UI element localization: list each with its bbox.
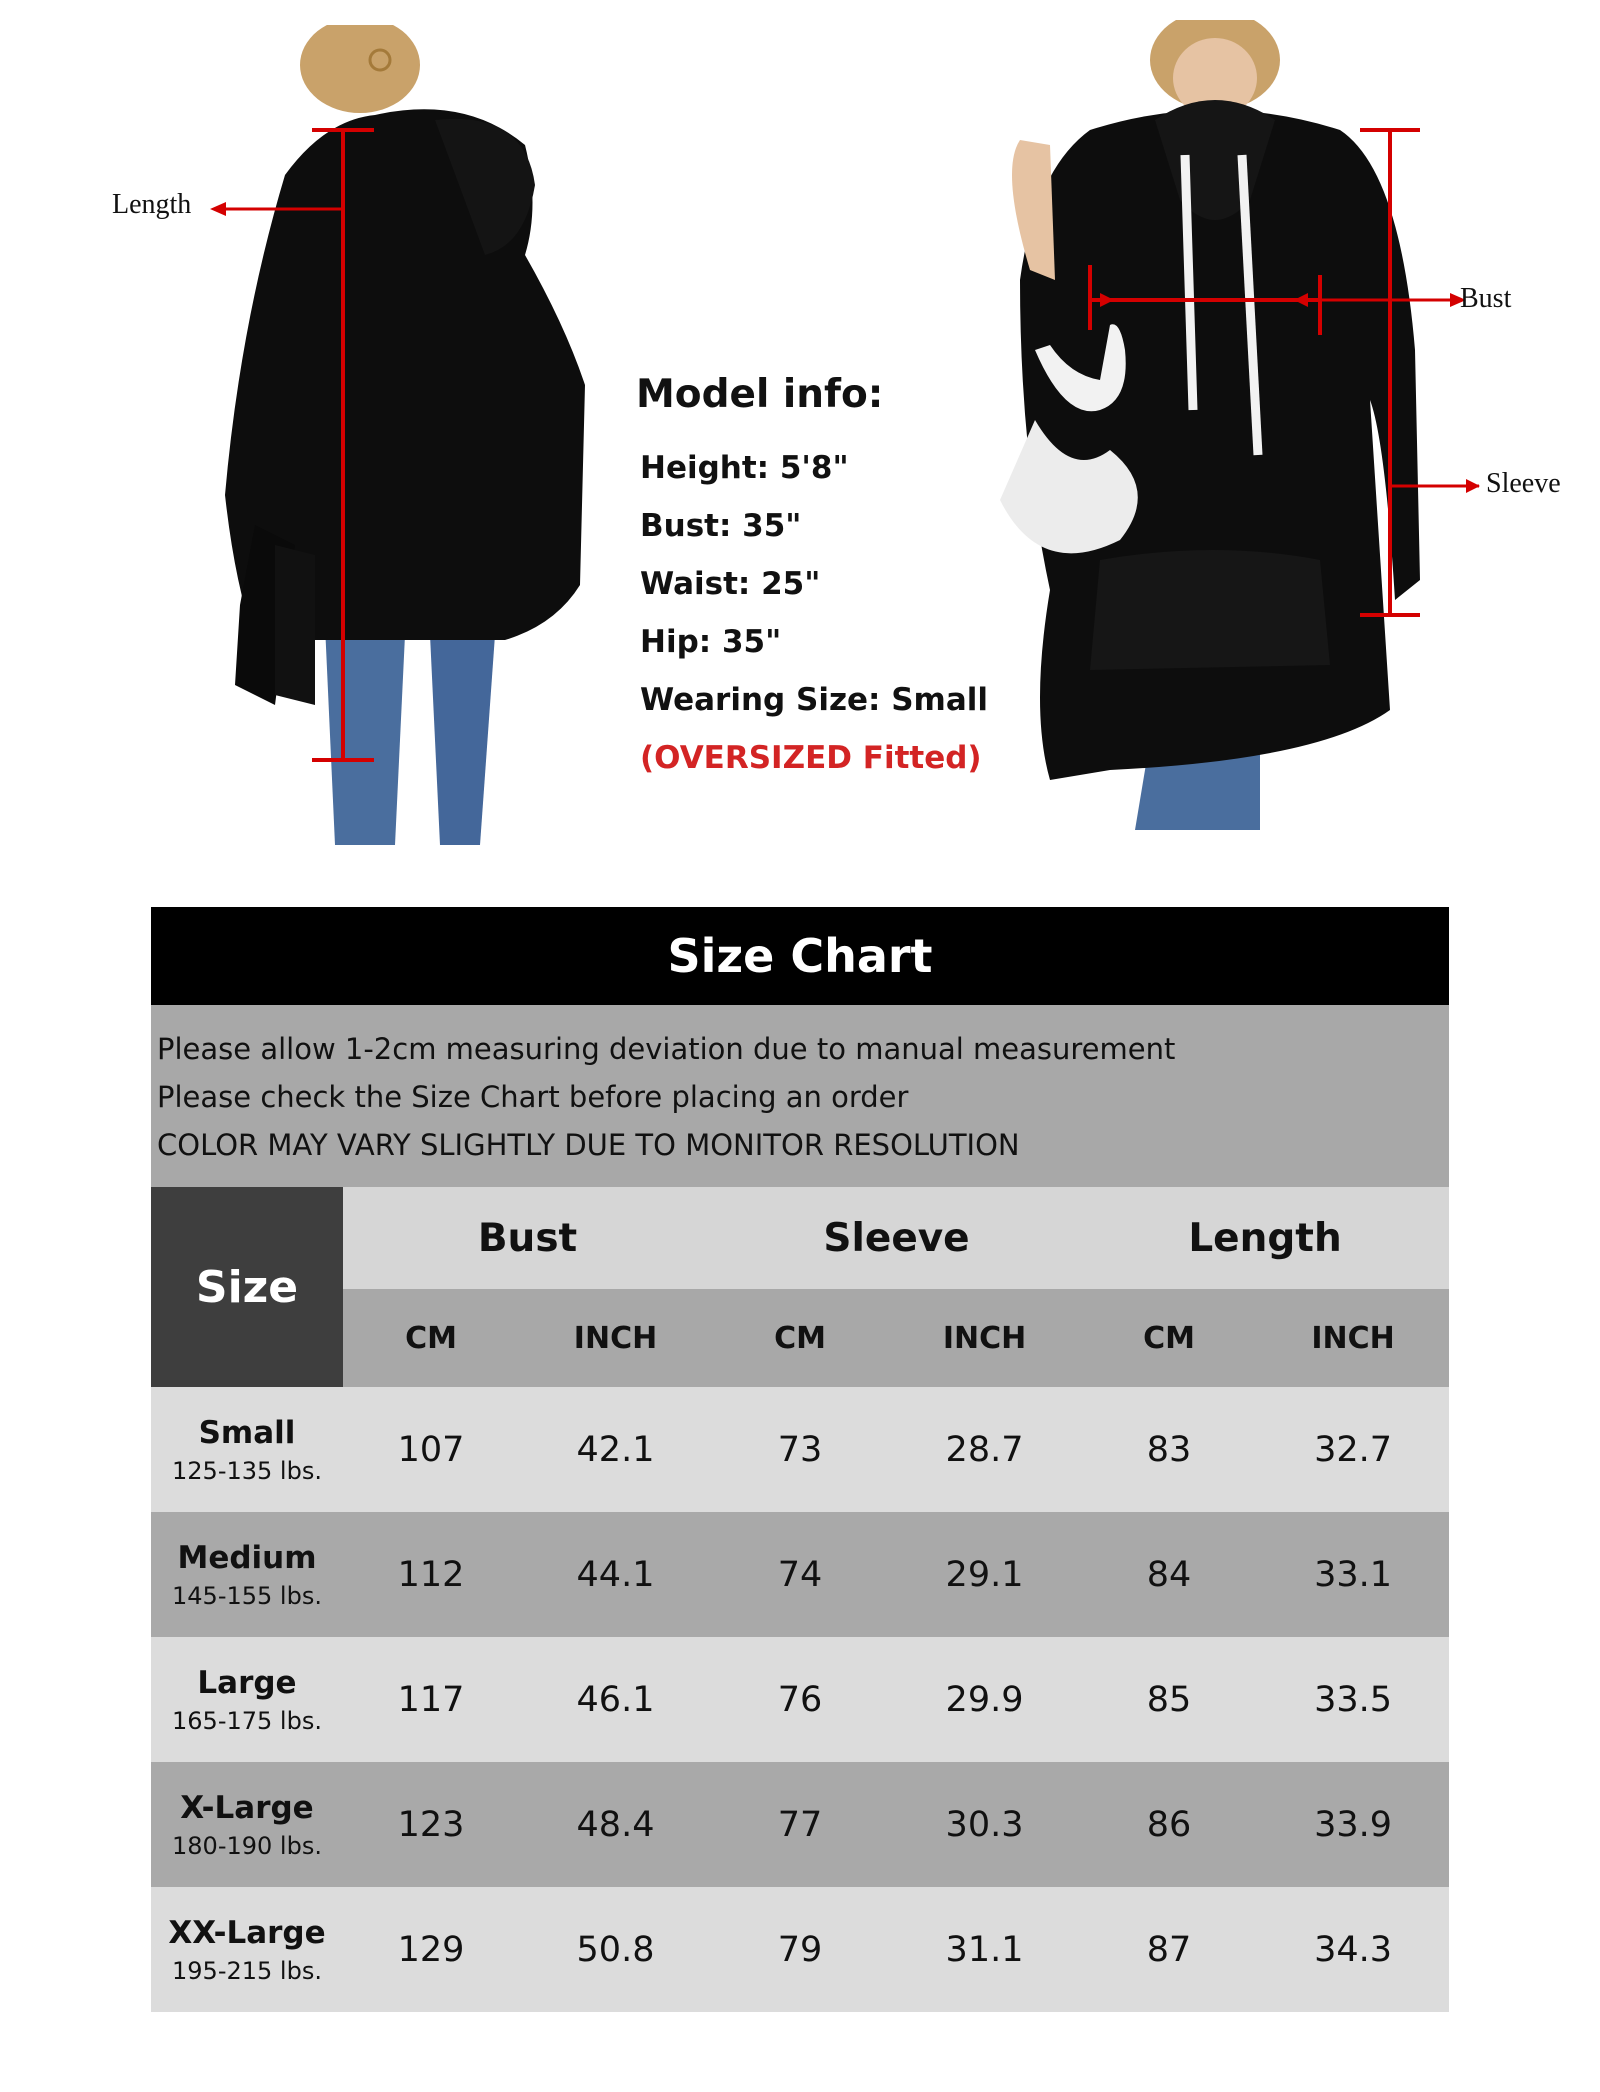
size-name: X-Large <box>180 1789 314 1826</box>
unit-header: INCH <box>1257 1289 1449 1387</box>
measurement-cell: 34.3 <box>1257 1887 1449 2012</box>
size-cell <box>151 1512 343 1637</box>
model-info-title: Model info: <box>636 372 884 417</box>
measurement-cell: 107 <box>343 1387 519 1512</box>
size-weight: 145-155 lbs. <box>172 1581 322 1610</box>
size-name: Small <box>198 1414 296 1451</box>
bust-group-header: Bust <box>343 1187 712 1289</box>
table-row <box>151 1512 1449 1637</box>
measurement-cell: 50.8 <box>519 1887 712 2012</box>
measurement-cell: 87 <box>1081 1887 1257 2012</box>
measurement-cell: 86 <box>1081 1762 1257 1887</box>
table-row <box>151 1387 1449 1512</box>
model-hip: Hip: 35" <box>640 624 782 660</box>
model-waist: Waist: 25" <box>640 566 821 602</box>
size-table <box>151 1187 1449 2012</box>
measurement-cell: 33.9 <box>1257 1762 1449 1887</box>
measurement-cell: 83 <box>1081 1387 1257 1512</box>
measurement-cell: 29.1 <box>888 1512 1081 1637</box>
measurement-cell: 33.1 <box>1257 1512 1449 1637</box>
note-line: Please check the Size Chart before placing an order <box>157 1080 909 1114</box>
table-row <box>151 1762 1449 1887</box>
measurement-cell: 73 <box>712 1387 888 1512</box>
size-chart-notes <box>151 1005 1449 1187</box>
measurement-cell: 30.3 <box>888 1762 1081 1887</box>
measurement-cell: 48.4 <box>519 1762 712 1887</box>
measurement-cell: 31.1 <box>888 1887 1081 2012</box>
size-cell <box>151 1387 343 1512</box>
measurement-cell: 74 <box>712 1512 888 1637</box>
measurement-cell: 84 <box>1081 1512 1257 1637</box>
size-weight: 195-215 lbs. <box>172 1956 322 1985</box>
measurement-cell: 112 <box>343 1512 519 1637</box>
size-name: Large <box>197 1664 297 1701</box>
unit-header: CM <box>712 1289 888 1387</box>
measurement-cell: 79 <box>712 1887 888 2012</box>
size-chart-title: Size Chart <box>151 907 1449 1005</box>
bust-label: Bust <box>1460 283 1512 314</box>
bust-sleeve-measure-lines <box>1080 120 1480 640</box>
note-line: COLOR MAY VARY SLIGHTLY DUE TO MONITOR RESOLUTION <box>157 1128 1020 1162</box>
model-bust: Bust: 35" <box>640 508 802 544</box>
unit-header: INCH <box>519 1289 712 1387</box>
measurement-cell: 85 <box>1081 1637 1257 1762</box>
size-rows <box>151 1387 1449 2012</box>
size-cell <box>151 1637 343 1762</box>
size-column-header: Size <box>151 1187 343 1387</box>
measurement-cell: 76 <box>712 1637 888 1762</box>
length-measure-line <box>200 120 380 770</box>
size-name: Medium <box>177 1539 317 1576</box>
length-group-header: Length <box>1081 1187 1449 1289</box>
model-info <box>636 372 989 787</box>
measurement-cell: 44.1 <box>519 1512 712 1637</box>
size-weight: 165-175 lbs. <box>172 1706 322 1735</box>
table-row <box>151 1637 1449 1762</box>
size-chart <box>151 907 1449 2012</box>
measurement-cell: 123 <box>343 1762 519 1887</box>
measurement-cell: 32.7 <box>1257 1387 1449 1512</box>
model-height: Height: 5'8" <box>640 450 849 486</box>
measurement-cell: 46.1 <box>519 1637 712 1762</box>
measurement-cell: 28.7 <box>888 1387 1081 1512</box>
product-measurement-section <box>0 0 1600 860</box>
measurement-cell: 29.9 <box>888 1637 1081 1762</box>
measurement-cell: 129 <box>343 1887 519 2012</box>
model-fit-note: (OVERSIZED Fitted) <box>640 740 982 776</box>
model-wearing-size: Wearing Size: Small <box>640 682 989 718</box>
sleeve-group-header: Sleeve <box>712 1187 1081 1289</box>
unit-header: CM <box>343 1289 519 1387</box>
size-cell <box>151 1762 343 1887</box>
size-name: XX-Large <box>168 1914 326 1951</box>
sleeve-label: Sleeve <box>1486 468 1561 499</box>
measurement-cell: 117 <box>343 1637 519 1762</box>
measurement-cell: 42.1 <box>519 1387 712 1512</box>
note-line: Please allow 1-2cm measuring deviation due to manual measurement <box>157 1032 1176 1066</box>
unit-header: CM <box>1081 1289 1257 1387</box>
size-cell <box>151 1887 343 2012</box>
measurement-cell: 77 <box>712 1762 888 1887</box>
size-weight: 180-190 lbs. <box>172 1831 322 1860</box>
measurement-cell: 33.5 <box>1257 1637 1449 1762</box>
table-row <box>151 1887 1449 2012</box>
unit-header: INCH <box>888 1289 1081 1387</box>
size-weight: 125-135 lbs. <box>172 1456 322 1485</box>
length-label: Length <box>112 189 192 220</box>
